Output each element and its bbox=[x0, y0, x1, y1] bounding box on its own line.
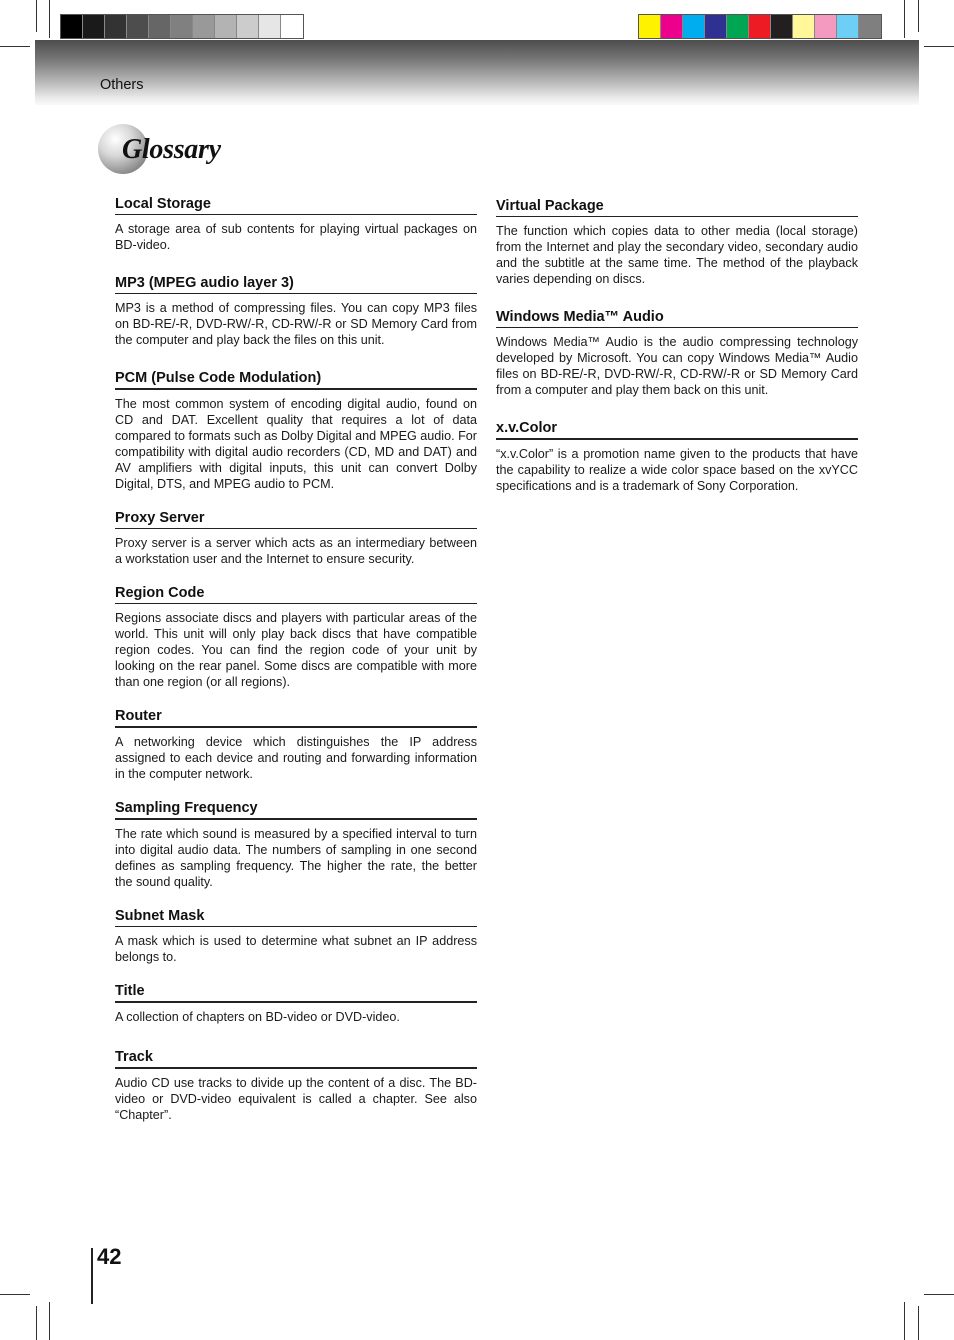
glossary-entry bbox=[115, 275, 477, 348]
crop-mark bbox=[36, 1306, 37, 1340]
glossary-term: Subnet Mask bbox=[115, 908, 477, 927]
gray-ramp-bar bbox=[60, 14, 304, 39]
glossary-term: Sampling Frequency bbox=[115, 800, 477, 820]
color-swatch bbox=[105, 15, 127, 38]
color-swatch bbox=[727, 15, 749, 38]
glossary-term: Windows Media™ Audio bbox=[496, 309, 858, 328]
color-swatch bbox=[215, 15, 237, 38]
color-swatch bbox=[171, 15, 193, 38]
glossary-term: Router bbox=[115, 708, 477, 728]
glossary-definition: A storage area of sub contents for playing virtual packages on BD-video. bbox=[115, 222, 477, 252]
glossary-definition: A mask which is used to determine what subnet an IP address belongs to. bbox=[115, 934, 477, 964]
color-swatch bbox=[149, 15, 171, 38]
page-title: Glossary bbox=[122, 134, 221, 165]
color-swatch bbox=[859, 15, 881, 38]
crop-mark bbox=[904, 0, 905, 38]
glossary-entry bbox=[115, 510, 477, 567]
glossary-definition: Proxy server is a server which acts as an intermediary between a workstation user and the Internet to ensure security. bbox=[115, 536, 477, 566]
crop-mark bbox=[49, 0, 50, 38]
crop-mark bbox=[49, 1302, 50, 1340]
glossary-entry bbox=[115, 585, 477, 690]
color-swatch bbox=[281, 15, 303, 38]
crop-mark bbox=[904, 1302, 905, 1340]
glossary-term: PCM (Pulse Code Modulation) bbox=[115, 370, 477, 390]
color-swatch bbox=[83, 15, 105, 38]
glossary-entry bbox=[115, 1049, 477, 1123]
crop-mark bbox=[918, 0, 919, 32]
header-band bbox=[35, 40, 919, 105]
color-swatch bbox=[749, 15, 771, 38]
glossary-definition: A collection of chapters on BD-video or DVD-video. bbox=[115, 1010, 400, 1024]
page-number: 42 bbox=[97, 1244, 122, 1269]
glossary-term: Track bbox=[115, 1049, 477, 1069]
crop-mark bbox=[924, 1294, 954, 1295]
glossary-entry bbox=[496, 198, 858, 287]
color-swatch bbox=[815, 15, 837, 38]
color-swatch bbox=[793, 15, 815, 38]
page-number-rule bbox=[91, 1248, 93, 1304]
glossary-term: Region Code bbox=[115, 585, 477, 604]
glossary-entry bbox=[115, 708, 477, 782]
color-swatch bbox=[661, 15, 683, 38]
glossary-term: Local Storage bbox=[115, 196, 477, 215]
glossary-definition: Regions associate discs and players with particular areas of the world. This unit will only play back discs that have compatible region codes. You can find the region code of your unit by looking on the rear panel. Some discs are compatible with more than one region (or all regions). bbox=[115, 611, 477, 689]
color-swatch bbox=[705, 15, 727, 38]
color-swatch bbox=[237, 15, 259, 38]
crop-mark bbox=[36, 0, 37, 32]
crop-mark bbox=[0, 46, 30, 47]
crop-mark bbox=[924, 46, 954, 47]
glossary-left-column bbox=[115, 196, 477, 1123]
crop-mark bbox=[918, 1306, 919, 1340]
glossary-term: Virtual Package bbox=[496, 198, 858, 217]
glossary-definition: Audio CD use tracks to divide up the content of a disc. The BD-video or DVD-video equivalent is called a chapter. See also “Chapter”. bbox=[115, 1076, 477, 1122]
color-swatch bbox=[61, 15, 83, 38]
glossary-entry bbox=[115, 800, 477, 890]
glossary-definition: A networking device which distinguishes the IP address assigned to each device and routing and forwarding information in the computer network. bbox=[115, 735, 477, 781]
glossary-term: Proxy Server bbox=[115, 510, 477, 529]
glossary-entry bbox=[496, 309, 858, 398]
glossary-entry bbox=[115, 983, 477, 1025]
glossary-term: MP3 (MPEG audio layer 3) bbox=[115, 275, 477, 294]
glossary-term: Title bbox=[115, 983, 477, 1003]
glossary-entry bbox=[496, 420, 858, 494]
glossary-definition: Windows Media™ Audio is the audio compressing technology developed by Microsoft. You can copy Windows Media™ Audio files on BD-RE/-R, DVD-RW/-R, CD-RW/-R or SD Memory Card from a computer and play them back on this unit. bbox=[496, 335, 858, 397]
section-label: Others bbox=[100, 77, 144, 93]
glossary-definition: “x.v.Color” is a promotion name given to the products that have the capability to realize a wide color space based on the xvYCC specifications and is a trademark of Sony Corporation. bbox=[496, 447, 858, 493]
glossary-entry bbox=[115, 908, 477, 965]
color-swatch bbox=[771, 15, 793, 38]
glossary-term: x.v.Color bbox=[496, 420, 858, 440]
glossary-definition: The most common system of encoding digital audio, found on CD and DAT. Excellent quality that requires a lot of data compared to formats such as Dolby Digital and MPEG audio. For compatibility with digital audio recorders (CD, MD and DAT) and AV amplifiers with digital inputs, this unit can convert Dolby Digital, DTS, and MPEG audio to PCM. bbox=[115, 397, 477, 491]
color-swatch bbox=[193, 15, 215, 38]
glossary-definition: MP3 is a method of compressing files. You can copy MP3 files on BD-RE/-R, DVD-RW/-R, CD-RW/-R or SD Memory Card from the computer and play back the files on this unit. bbox=[115, 301, 477, 347]
color-swatch bbox=[683, 15, 705, 38]
color-swatch bbox=[259, 15, 281, 38]
glossary-entry bbox=[115, 196, 477, 253]
glossary-right-column bbox=[496, 198, 858, 494]
glossary-definition: The function which copies data to other media (local storage) from the Internet and play the secondary video, secondary audio and the subtitle at the same time. The method of the playback varies depending on discs. bbox=[496, 224, 858, 286]
color-swatch bbox=[127, 15, 149, 38]
crop-mark bbox=[0, 1294, 30, 1295]
color-swatch bbox=[837, 15, 859, 38]
color-swatch bbox=[639, 15, 661, 38]
glossary-entry bbox=[115, 370, 477, 492]
glossary-definition: The rate which sound is measured by a specified interval to turn into digital audio data. The numbers of sampling in one second defines as sampling frequency. The higher the rate, the better the sound quality. bbox=[115, 827, 477, 889]
process-color-bar bbox=[638, 14, 882, 39]
